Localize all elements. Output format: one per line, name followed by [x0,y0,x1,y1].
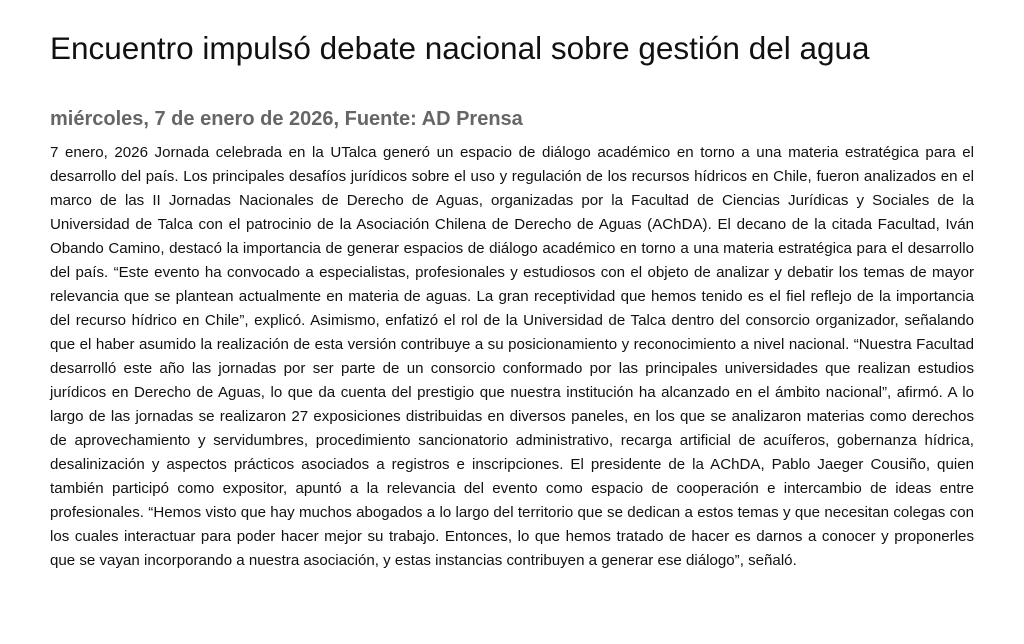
article-date-source: miércoles, 7 de enero de 2026, Fuente: AD Prensa [50,108,523,130]
article-body: 7 enero, 2026 Jornada celebrada en la UTalca generó un espacio de diálogo académico en torno a una materia estratégica para el desarrollo del país. Los principales desafíos jurídicos sobre el uso y regulación de los recursos hídricos en Chile, fueron analizados en el marco de las II Jornadas Nacionales de Derecho de Aguas, organizadas por la Facultad de Ciencias Jurídicas y Sociales de la Universidad de Talca con el patrocinio de la Asociación Chilena de Derecho de Aguas (AChDA). El decano de la citada Facultad, Iván Obando Camino, destacó la importancia de generar espacios de diálogo académico en torno a una materia estratégica para el desarrollo del país. “Este evento ha convocado a especialistas, profesionales y estudiosos con el objeto de analizar y debatir los temas de mayor relevancia que se plantean actualmente en materia de aguas. La gran receptividad que hemos tenido es el fiel reflejo de la importancia del recurso hídrico en Chile”, explicó. Asimismo, enfatizó el rol de la Universidad de Talca dentro del consorcio organizador, señalando que el haber asumido la realización de esta versión contribuye a su posicionamiento y reconocimiento a nivel nacional. “Nuestra Facultad desarrolló este año las jornadas por ser parte de un consorcio conformado por las principales universidades que realizan estudios jurídicos en Derecho de Aguas, lo que da cuenta del prestigio que nuestra institución ha alcanzado en el ámbito nacional”, afirmó. A lo largo de las jornadas se realizaron 27 exposiciones distribuidas en diversos paneles, en los que se analizaron materias como derechos de aprovechamiento y servidumbres, procedimiento sancionatorio administrativo, recarga artificial de acuíferos, gobernanza hídrica, desalinización y aspectos prácticos asociados a registros e inscripciones. El presidente de la AChDA, Pablo Jaeger Cousiño, quien también participó como expositor, apuntó a la relevancia del evento como espacio de cooperación e intercambio de ideas entre profesionales. “Hemos visto que hay muchos abogados a lo largo del territorio que se dedican a estos temas y que necesitan colegas con los cuales interactuar para poder hacer mejor su trabajo. Entonces, lo que hemos tratado de hacer es darnos a conocer y proponerles que se vayan incorporando a nuestra asociación, y estas instancias contribuyen a generar ese diálogo”, señaló. [50,144,974,569]
article-title: Encuentro impulsó debate nacional sobre gestión del agua [50,30,870,66]
